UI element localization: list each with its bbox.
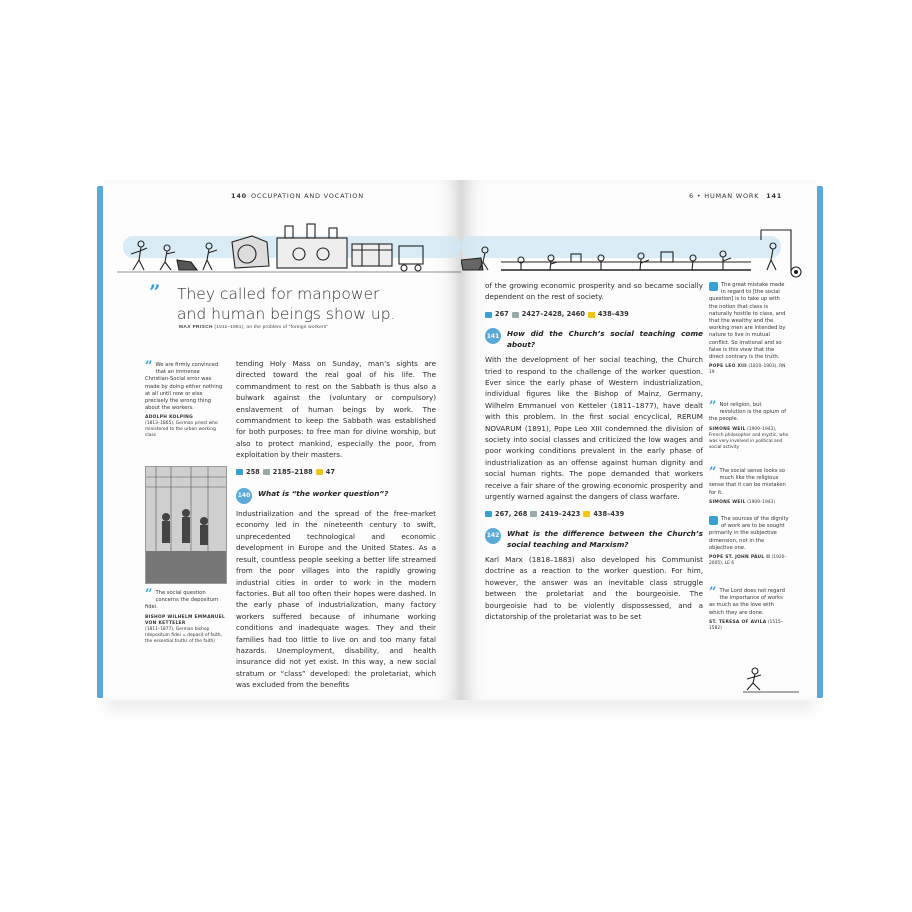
quote-mark-icon: ” xyxy=(149,280,161,304)
sidebar-quote: ” The Lord does not regard the importance of works as much as the love with which they are done. ST. TERESA OF AVILA (1515–1582) xyxy=(709,585,785,631)
main-column-left xyxy=(236,358,436,691)
quote-mark-icon: ” xyxy=(709,465,717,480)
quote-mark-icon: ” xyxy=(709,399,717,414)
sidebar-quote: ” The social sense looks so much like the religious sense that it can be mistaken for it. SIMONE WEIL (1909–1943) xyxy=(709,465,786,505)
worker-engraving-image xyxy=(145,466,227,584)
sidebar-quote: ” We are firmly convinced that an immense Christian-Social error was made by doing either nothing at all until now or else precisely the wrong thing about the workers. ADOLPH KOLPING (1813–1865), German priest who ministered to the urban working class xyxy=(145,359,223,439)
continuation-paragraph: of the growing economic prosperity and so became socially dependent on the rest of society. xyxy=(485,281,703,302)
question-text: What is “the worker question”? xyxy=(258,489,389,499)
headline-quote xyxy=(149,280,411,324)
compendium-ref-icon xyxy=(588,312,595,318)
pope-icon xyxy=(709,282,718,291)
pope-icon xyxy=(709,516,718,525)
question-heading xyxy=(485,328,703,350)
left-running-head: 140 OCCUPATION AND VOCATION xyxy=(231,192,364,200)
factory-illustration-left xyxy=(117,220,461,290)
ccc-ref-icon xyxy=(530,511,537,517)
compendium-ref-icon xyxy=(316,469,323,475)
answer-paragraph: With the development of her social teaching, the Church tried to respond to the challenge of the worker question. Ever since the early phase of Western industrialization, individual figures like the Bishop of Mainz, Germany, Wilhelm Emmanuel von Ketteler (1811–1877), have dealt with this problem. In the first social encyclical, RERUM NOVARUM (1891), Pope Leo XIII condemned the division of society into social classes and criticized the low wages and poor working conditions prevalent in the early phase of industrialization as an offense against human dignity and social human rights. The pope demanded that workers receive a fair share of the growing economic prosperity and urgently warned against the dangers of class warfare. xyxy=(485,355,703,502)
sidebar-quote: The great mistake made in regard to [the social question] is to take up with the notion that class is naturally hostile to class, and that the wealthy and the working men are intended by nature to live in mutual conflict. So irrational and so false is this view that the direct contrary is the truth. POPE LEO XIII (1810–1903), RN 19 xyxy=(709,282,786,376)
left-page xyxy=(103,180,461,700)
reference-line: 258 2185–2188 47 xyxy=(236,467,436,478)
answer-paragraph: Industrialization and the spread of the free-market economy led in the nineteenth century to swift, unprecedented technological and economic development in Europe and the United States. As a result, countless people seeking a better life streamed from the poor villages into the rapidly growing industrial cities in order to work in the modern factories. But all too often their hopes were dashed. In the early phase of industrialization, many factory workers suffered because of inhumane working conditions and inadequate wages. They and their families had too little to live on and too many fatal hazards. Unemployment, disability, and health insurance did not yet exist. In this way, a new social stratum or “class” developed: the proletariat, which was excluded from the benefits xyxy=(236,509,436,690)
main-column-right xyxy=(485,280,703,622)
question-number-badge: 141 xyxy=(485,328,501,344)
ccc-ref-icon xyxy=(263,469,270,475)
intro-paragraph: tending Holy Mass on Sunday, man’s sights are directed toward the real goal of his life. The commandment to rest on the Sabbath is thus also a bulwark against the (voluntary or compulsory) enslavement of human beings by work. The commandment to keep the Sabbath was established for both purposes: to free man for divine worship, but also to protect mankind, especially the poor, from exploitation by their masters. xyxy=(236,359,436,460)
ccc-ref-icon xyxy=(512,312,519,318)
right-running-head: 6 • HUMAN WORK 141 xyxy=(689,192,783,200)
question-text: What is the difference between the Church’s social teaching and Marxism? xyxy=(507,528,703,549)
quote-mark-icon: ” xyxy=(145,587,153,602)
catechism-ref-icon xyxy=(236,469,243,475)
answer-paragraph: Karl Marx (1818–1883) also developed his Communist doctrine as a reaction to the worker question. For him, however, the answer was an inevitable class struggle between the proletariat and the bourgeoisie. The bourgeoisie had to be violently dispossessed, and a dictatorship of the proletariat was to be set xyxy=(485,554,703,621)
question-number-badge: 142 xyxy=(485,528,501,544)
cover-edge-right xyxy=(817,186,823,698)
right-page xyxy=(461,180,817,700)
quote-mark-icon: ” xyxy=(145,359,153,374)
headline-text: They called for manpower and human beings show up. xyxy=(177,285,396,323)
catechism-ref-icon xyxy=(485,511,492,517)
reference-line: 267, 268 2419–2423 438–439 xyxy=(485,509,703,520)
question-heading xyxy=(485,528,703,550)
question-heading xyxy=(236,488,436,504)
question-number-badge: 140 xyxy=(236,488,252,504)
sidebar-quote: ” Not religion, but revolution is the opium of the people. SIMONE WEIL (1909–1943), French philosopher and mystic, who was very involved in political and social activity xyxy=(709,399,789,450)
running-figure-illustration xyxy=(743,666,799,696)
headline-source: MAX FRISCH (1911–1991), on the problem of “foreign workers” xyxy=(179,325,329,330)
sidebar-quote: The sources of the dignity of work are to be sought primarily in the subjective dimension, not in the objective one. POPE ST. JOHN PAUL II (1920–2005), LE 6 xyxy=(709,516,789,567)
sidebar-quote: ” The social question concerns the depositum fidei. BISHOP WILHELM EMMANUEL VON KETTELER (1811–1877), German bishop (depositum fidei = deposit of faith, the essential truths of the faith) xyxy=(145,587,226,644)
catechism-ref-icon xyxy=(485,312,492,318)
quote-mark-icon: ” xyxy=(709,585,717,600)
question-text: How did the Church’s social teaching come about? xyxy=(507,329,703,350)
compendium-ref-icon xyxy=(583,511,590,517)
reference-line: 267 2427–2428, 2460 438–439 xyxy=(485,309,703,320)
open-book xyxy=(97,180,823,710)
